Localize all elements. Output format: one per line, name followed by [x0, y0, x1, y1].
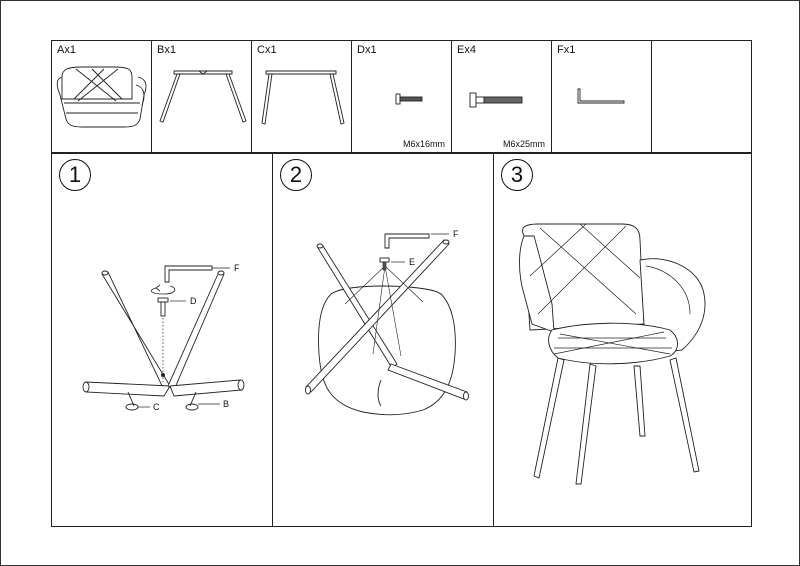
short-bolt-icon: [352, 55, 452, 151]
step-3-panel: [494, 154, 751, 526]
chair-seat-icon: [52, 55, 152, 151]
long-bolt-icon: [452, 55, 552, 151]
part-d-cell: [352, 41, 452, 152]
parts-list: [51, 40, 752, 153]
step-1-number: 1: [59, 159, 91, 191]
part-f-label: Fx1: [557, 44, 576, 56]
allen-key-icon: [552, 55, 652, 151]
part-e-label: Ex4: [457, 44, 476, 56]
part-f-cell: [552, 41, 652, 152]
step-2-panel: [273, 154, 494, 526]
part-b-cell: [152, 41, 252, 152]
part-e-cell: [452, 41, 552, 152]
leg-pair-c-icon: [252, 55, 352, 151]
step-1-callout-f: F: [234, 263, 240, 273]
step-2-illustration: [273, 154, 494, 526]
step-2-number: 2: [280, 159, 312, 191]
assembled-chair-illustration: [494, 154, 751, 526]
part-b-label: Bx1: [157, 44, 176, 56]
step-1-callout-d: D: [190, 296, 197, 306]
part-d-label: Dx1: [357, 44, 377, 56]
step-1-callout-b: B: [223, 399, 230, 409]
step-1-panel: [52, 154, 273, 526]
part-a-label: Ax1: [57, 44, 76, 56]
assembly-steps: [51, 153, 752, 527]
part-c-label: Cx1: [257, 44, 277, 56]
step-1-illustration: [52, 154, 273, 526]
step-1-callout-c: C: [153, 402, 160, 412]
part-empty-cell: [652, 41, 751, 152]
step-3-number: 3: [501, 159, 533, 191]
part-c-cell: [252, 41, 352, 152]
leg-pair-b-icon: [152, 55, 252, 151]
part-a-cell: [52, 41, 152, 152]
part-d-spec: M6x16mm: [402, 139, 445, 149]
part-e-spec: M6x25mm: [502, 139, 545, 149]
step-2-callout-f: F: [453, 229, 459, 239]
step-2-callout-e: E: [409, 257, 416, 267]
